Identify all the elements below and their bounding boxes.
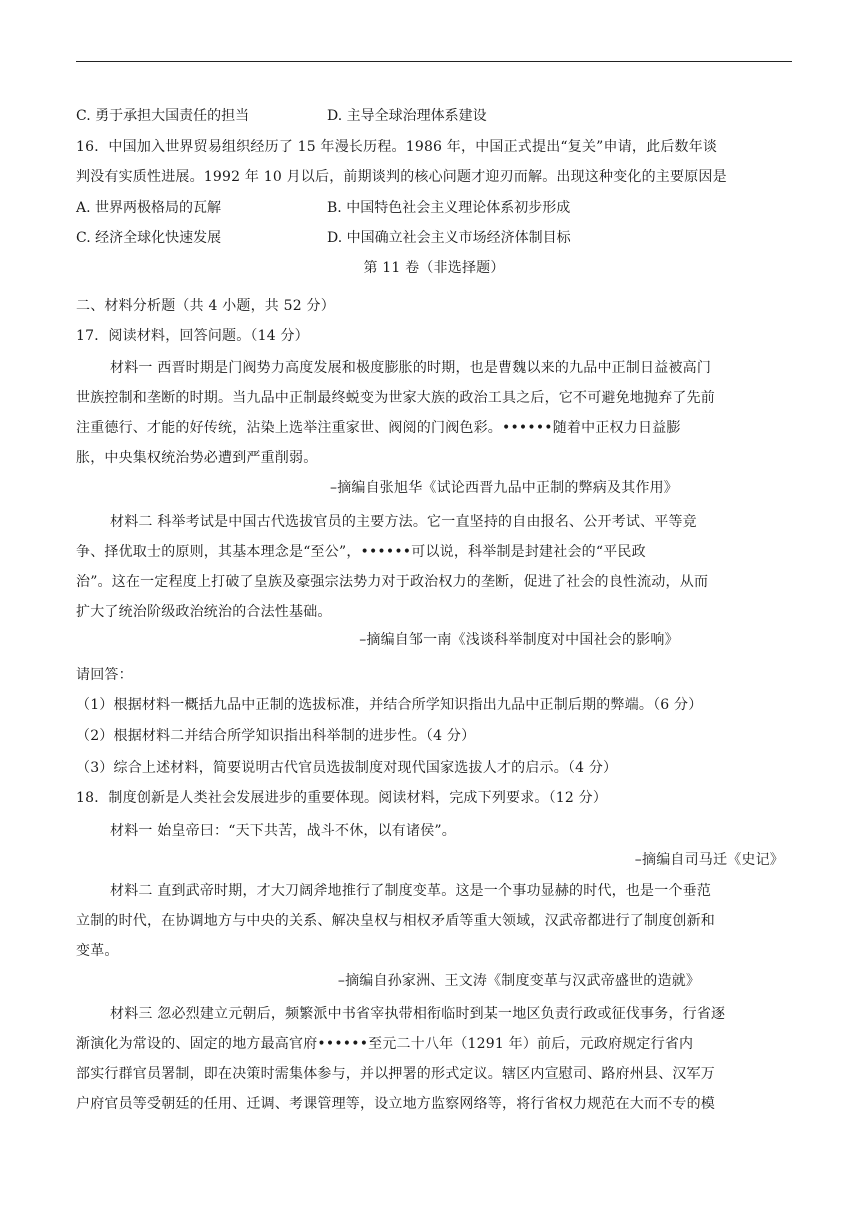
q17-subquestion-3: （3）综合上述材料，简要说明古代官员选拔制度对现代国家选拔人才的启示。（4 分） [76, 760, 618, 776]
q18-material-2-line-1: 材料二 直到武帝时期，才大刀阔斧地推行了制度变革。这是一个事功显赫的时代，也是一个垂范 [110, 883, 712, 899]
q17-material-2-line-3: 治”。这在一定程度上打破了皇族及豪强宗法势力对于政治权力的垄断，促进了社会的良性流动，从而 [76, 574, 709, 590]
q17-material-2-source: –摘编自邹一南《浅谈科举制度对中国社会的影响》 [359, 632, 679, 648]
q17-subquestion-2: （2）根据材料二并结合所学知识指出科举制的进步性。（4 分） [76, 728, 476, 744]
q16-stem-line-2: 判没有实质性进展。1992 年 10 月以后，前期谈判的核心问题才迎刃而解。出现这种变化的主要原因是 [76, 169, 727, 185]
q17-material-1-line-2: 世族控制和垄断的时期。当九品中正制最终蜕变为世家大族的政治工具之后，它不可避免地抛弃了先前 [76, 390, 715, 406]
q16-stem-line-1: 16．中国加入世界贸易组织经历了 15 年漫长历程。1986 年，中国正式提出“复关”申请，此后数年谈 [76, 139, 718, 155]
volume-title: 第 11 卷（非选择题） [363, 260, 505, 276]
q18-material-2-line-3: 变革。 [76, 943, 119, 959]
q16-option-a: A. 世界两极格局的瓦解 [76, 200, 222, 216]
q15-option-c: C. 勇于承担大国责任的担当 [76, 108, 250, 124]
q16-option-c: C. 经济全球化快速发展 [76, 230, 222, 246]
q17-material-1-source: –摘编自张旭华《试论西晋九品中正制的弊病及其作用》 [330, 480, 678, 496]
section-title: 二、材料分析题（共 4 小题，共 52 分） [76, 298, 335, 314]
q17-material-1-line-3: 注重德行、才能的好传统，沾染上选举注重家世、阀阅的门阀色彩。••••••随着中正权力日益膨 [76, 420, 681, 436]
q16-option-d: D. 中国确立社会主义市场经济体制目标 [327, 230, 571, 246]
q18-material-3-line-1: 材料三 忽必烈建立元朝后，频繁派中书省宰执带相衔临时到某一地区负责行政或征伐事务，行省逐 [110, 1006, 726, 1022]
q17-title: 17．阅读材料，回答问题。（14 分） [76, 328, 309, 344]
header-rule [76, 61, 792, 62]
q16-option-b: B. 中国特色社会主义理论体系初步形成 [327, 200, 571, 216]
q18-material-3-line-2: 渐演化为常设的、固定的地方最高官府••••••至元二十八年（1291 年）前后，元政府规定行省内 [76, 1036, 694, 1052]
q18-material-2-line-2: 立制的时代，在协调地方与中央的关系、解决皇权与相权矛盾等重大领域，汉武帝都进行了制度创新和 [76, 913, 715, 929]
q17-material-2-line-1: 材料二 科举考试是中国古代选拔官员的主要方法。它一直坚持的自由报名、公开考试、平等竞 [110, 514, 697, 530]
q17-material-1-line-1: 材料一 西晋时期是门阀势力高度发展和极度膨胀的时期，也是曹魏以来的九品中正制日益被高门 [110, 360, 712, 376]
q17-material-2-line-4: 扩大了统治阶级政治统治的合法性基础。 [76, 604, 332, 620]
q18-material-1: 材料一 始皇帝曰：“天下共苦，战斗不休，以有诸侯”。 [110, 823, 456, 839]
q17-ask: 请回答： [76, 667, 133, 683]
q17-material-1-line-4: 胀，中央集权统治势必遭到严重削弱。 [76, 450, 318, 466]
q17-material-2-line-2: 争、择优取士的原则，其基本理念是“至公”，••••••可以说，科举制是封建社会的“平民政 [76, 544, 646, 560]
q18-title: 18．制度创新是人类社会发展进步的重要体现。阅读材料，完成下列要求。（12 分） [76, 790, 608, 806]
q18-material-1-source: –摘编自司马迁《史记》 [634, 852, 784, 868]
q15-option-d: D. 主导全球治理体系建设 [327, 108, 487, 124]
q18-material-3-line-4: 户府官员等受朝廷的任用、迁调、考课管理等，设立地方监察网络等，将行省权力规范在大而不专的模 [76, 1096, 715, 1112]
q18-material-3-line-3: 部实行群官员署制，即在决策时需集体参与，并以押署的形式定议。辖区内宣慰司、路府州县、汉军万 [76, 1066, 715, 1082]
q17-subquestion-1: （1）根据材料一概括九品中正制的选拔标准，并结合所学知识指出九品中正制后期的弊端。（6 分） [76, 697, 703, 713]
q18-material-2-source: –摘编自孙家洲、王文涛《制度变革与汉武帝盛世的造就》 [337, 973, 701, 989]
